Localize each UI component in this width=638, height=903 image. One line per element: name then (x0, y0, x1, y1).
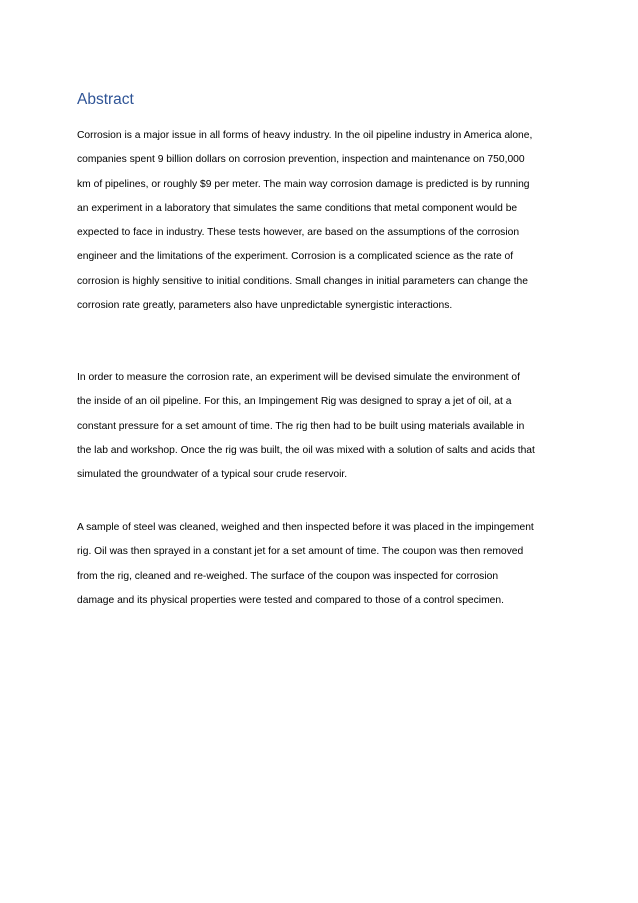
text-line: km of pipelines, or roughly $9 per meter. The main way corrosion damage is predicted is by running (77, 178, 530, 190)
section-heading: Abstract (77, 91, 134, 108)
text-line: simulated the groundwater of a typical sour crude reservoir. (77, 469, 348, 481)
text-line: A sample of steel was cleaned, weighed and then inspected before it was placed in the impingement (77, 522, 534, 533)
text-line: from the rig, cleaned and re-weighed. The surface of the coupon was inspected for corrosion (77, 570, 499, 582)
text-line: In order to measure the corrosion rate, an experiment will be devised simulate the environment of (77, 372, 520, 383)
text-line: corrosion rate greatly, parameters also have unpredictable synergistic interactions. (77, 300, 453, 312)
text-line: an experiment in a laboratory that simulates the same conditions that metal component would be (77, 202, 518, 214)
text-line: Corrosion is a major issue in all forms of heavy industry. In the oil pipeline industry in America alone, (77, 130, 533, 141)
abstract-paragraph-1 (77, 124, 567, 318)
text-line: corrosion is highly sensitive to initial conditions. Small changes in initial parameters can change the (77, 275, 529, 287)
text-line: constant pressure for a set amount of time. The rig then had to be built using materials available in (77, 420, 525, 432)
text-line: the inside of an oil pipeline. For this, an Impingement Rig was designed to spray a jet of oil, at a (77, 396, 512, 408)
text-line: rig. Oil was then sprayed in a constant jet for a set amount of time. The coupon was then removed (77, 546, 524, 558)
abstract-paragraph-3 (77, 516, 567, 613)
text-line: companies spent 9 billion dollars on corrosion prevention, inspection and maintenance on 750,000 (77, 154, 525, 166)
text-line: damage and its physical properties were tested and compared to those of a control specimen. (77, 594, 504, 606)
text-line: the lab and workshop. Once the rig was built, the oil was mixed with a solution of salts and acids that (77, 444, 535, 456)
text-line: expected to face in industry. These tests however, are based on the assumptions of the corrosion (77, 227, 520, 239)
text-line: engineer and the limitations of the experiment. Corrosion is a complicated science as the rate of (77, 251, 514, 263)
abstract-paragraph-2 (77, 366, 567, 487)
